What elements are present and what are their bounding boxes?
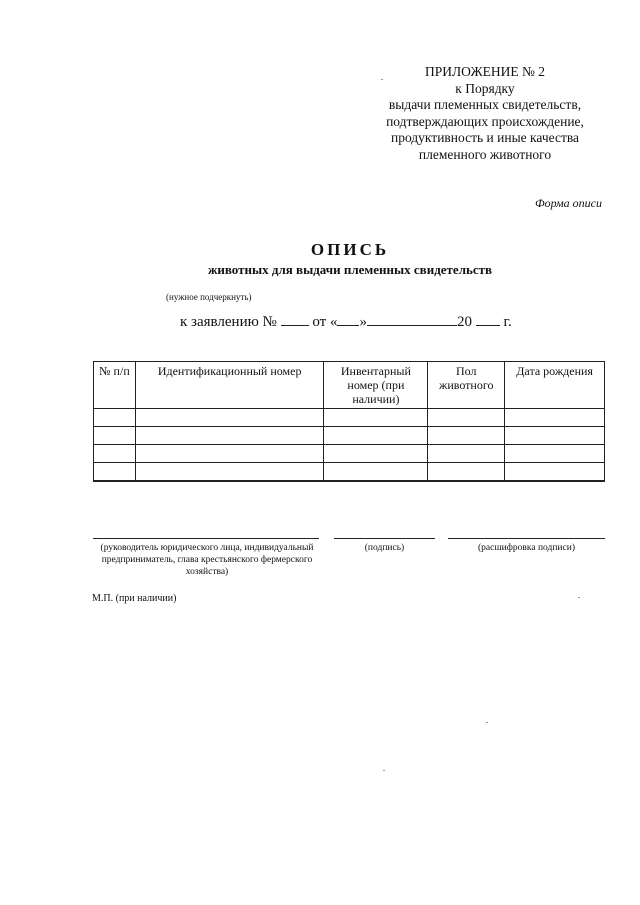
table-cell[interactable] bbox=[428, 463, 505, 482]
scan-speck bbox=[578, 597, 580, 598]
appendix-line: выдачи племенных свидетельств, bbox=[388, 97, 582, 112]
scan-speck bbox=[383, 770, 385, 771]
header-birth-date: Дата рождения bbox=[505, 362, 605, 409]
header-sex: Пол животного bbox=[428, 362, 505, 409]
table-row bbox=[94, 463, 605, 482]
table-cell[interactable] bbox=[324, 463, 428, 482]
appendix-line: подтверждающих происхождение, bbox=[386, 113, 584, 129]
appendix-line: к Порядку bbox=[455, 80, 515, 96]
table-row bbox=[94, 445, 605, 463]
application-number-blank[interactable] bbox=[281, 311, 309, 326]
signature-line[interactable] bbox=[334, 538, 435, 539]
table-header-row bbox=[94, 362, 605, 409]
decoding-signature-line[interactable] bbox=[448, 538, 605, 539]
statement-line bbox=[180, 311, 512, 331]
table-cell[interactable] bbox=[428, 409, 505, 427]
decoding-signature-caption: (расшифровка подписи) bbox=[478, 543, 575, 553]
table-cell[interactable] bbox=[94, 427, 136, 445]
statement-year-prefix: 20 bbox=[456, 314, 472, 330]
table-cell[interactable] bbox=[505, 409, 605, 427]
day-blank[interactable] bbox=[337, 311, 359, 326]
document-title: ОПИСЬ bbox=[310, 240, 390, 259]
month-blank[interactable] bbox=[367, 311, 457, 326]
signature-caption: (подпись) bbox=[364, 543, 405, 553]
appendix-header bbox=[360, 64, 610, 163]
stamp-note: М.П. (при наличии) bbox=[92, 593, 177, 604]
table-cell[interactable] bbox=[94, 445, 136, 463]
document-subtitle: животных для выдачи племенных свидетельств bbox=[207, 262, 493, 277]
table-cell[interactable] bbox=[324, 427, 428, 445]
table-cell[interactable] bbox=[505, 427, 605, 445]
header-inventory-number: Инвентарный номер (при наличии) bbox=[324, 362, 428, 409]
table-cell[interactable] bbox=[94, 463, 136, 482]
header-row-number: № п/п bbox=[94, 362, 136, 409]
head-signature-line[interactable] bbox=[93, 538, 319, 539]
statement-year-suffix: г. bbox=[503, 314, 512, 330]
underline-note: (нужное подчеркнуть) bbox=[166, 292, 252, 302]
table-row bbox=[94, 409, 605, 427]
form-label: Форма описи bbox=[534, 196, 602, 210]
statement-from: от « bbox=[312, 314, 338, 330]
statement-prefix: к заявлению № bbox=[180, 314, 277, 330]
header-id-number: Идентификационный номер bbox=[135, 362, 324, 409]
appendix-line: продуктивность и иные качества bbox=[390, 130, 580, 145]
table-cell[interactable] bbox=[135, 445, 324, 463]
table-cell[interactable] bbox=[428, 445, 505, 463]
table-cell[interactable] bbox=[94, 409, 136, 427]
inventory-table bbox=[93, 361, 605, 482]
table-cell[interactable] bbox=[324, 445, 428, 463]
table-row bbox=[94, 427, 605, 445]
appendix-line: ПРИЛОЖЕНИЕ № 2 bbox=[424, 64, 546, 79]
appendix-line: племенного животного bbox=[418, 146, 552, 162]
scan-speck bbox=[381, 79, 383, 80]
scan-speck bbox=[486, 722, 488, 723]
table-cell[interactable] bbox=[135, 409, 324, 427]
table-cell[interactable] bbox=[135, 427, 324, 445]
statement-quote-close: » bbox=[359, 314, 367, 330]
year-blank[interactable] bbox=[476, 311, 500, 326]
table-cell[interactable] bbox=[135, 463, 324, 482]
head-signature-caption: (руководитель юридического лица, индивидуальный предприниматель, глава крестьянского фермерского хозяйства) bbox=[100, 543, 314, 577]
table-cell[interactable] bbox=[324, 409, 428, 427]
table-cell[interactable] bbox=[505, 445, 605, 463]
table-cell[interactable] bbox=[505, 463, 605, 482]
table-cell[interactable] bbox=[428, 427, 505, 445]
